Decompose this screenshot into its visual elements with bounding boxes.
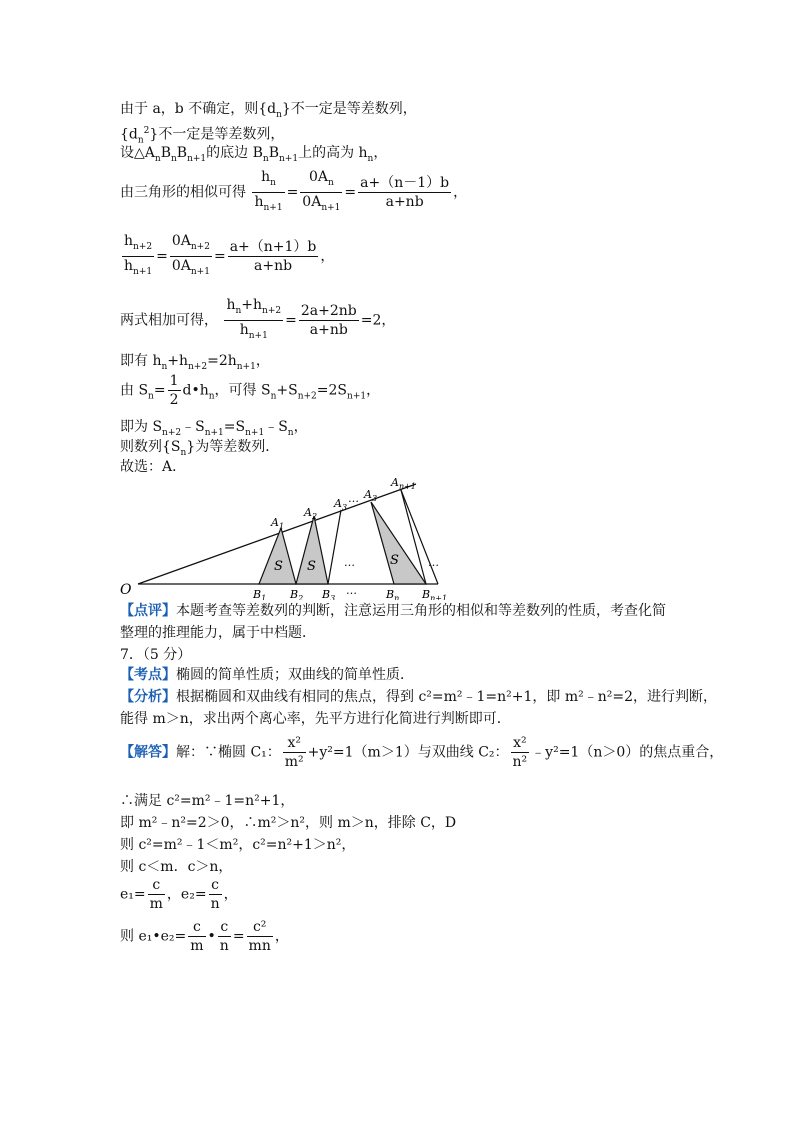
product-line: 则 e₁•e₂= $\frac{c}{m}$ • $\frac{c}{n}$ = $\frac{\text{c²}}{mn}$ ， [120,919,289,954]
fraction: $\frac{0A_{n+2}}{0A_{n+1}}$ [171,233,210,277]
fraction: $\frac{2a+2nb}{a+nb}$ [300,302,357,338]
segment-b3a3 [328,510,341,584]
triangle-1 [259,528,296,584]
fraction: $\frac{c}{n}$ [219,919,229,954]
s-label-2: S [307,559,316,574]
dots-mid: … [344,556,355,569]
label-b2: $B_2$ [290,588,304,600]
text-line-8: 由 $S_n=$ $\frac{1}{2}$ $d•h_n$，可得 $S_n+S_{n+2}=2S_{n+1}$， [120,373,381,408]
dots-bottom: … [346,584,357,597]
text-line-2: $\{d_n^2\}$不一定是等差数列， [120,126,285,146]
triangle-n [371,502,426,584]
text-line-9: 即为 $S_{n+2}﹣S_{n+1}=S_{n+1}﹣S_n$， [120,419,308,438]
label-an1: $A_{n+1}$ [391,476,416,491]
fraction: $\frac{\text{c²}}{mn}$ [248,919,271,954]
fraction: $\frac{c}{n}$ [210,877,220,912]
s-label-1: S [274,559,283,574]
fraction: $\frac{h_n}{h_{n+1}}$ [254,169,283,213]
fraction: $\frac{1}{2}$ [169,373,179,408]
eccentricity-line: e₁= $\frac{c}{m}$ ，e₂= $\frac{c}{n}$ ， [120,877,238,912]
triangle-figure [116,470,456,604]
label-a3b: $A_3$ [364,488,378,503]
jieda-line: 【解答】解：∵椭圆 C₁： $\frac{\text{x²}}{\text{m²}}$ +y²=1（m＞1）与双曲线 C₂： $\frac{\text{x²}}{\text{n²}}$ ﹣y²=1（n＞0）的焦点重合， [120,735,724,770]
dots-right: … [428,556,439,569]
text-line-7: 即有 $h_n+h_{n+2}=2h_{n+1}$， [120,353,270,372]
fraction: $\frac{c}{m}$ [149,877,163,912]
geometry-diagram [116,470,456,600]
text-line-11: 故选：A． [120,459,187,475]
comment-line-1: 【点评】本题考查等差数列的判断，注意运用三角形的相似和等差数列的性质，考查化简 [120,603,666,619]
step-line-2: 即 m²﹣n²=2＞0，∴m²＞n²，则 m＞n，排除 C，D [120,815,457,831]
text-line-3: 设$\triangle A_nB_nB_{n+1}$的底边 $B_nB_{n+1}$上的高为 $h_n$， [120,145,388,164]
step-line-3: 则 c²=m²﹣1＜m²，c²=n²+1＞n²， [120,837,356,853]
fraction: $\frac{h_n+h_{n+2}}{h_{n+1}}$ [226,297,282,341]
fenxi-line-2: 能得 m＞n，求出两个离心率，先平方进行化简进行判断即可． [120,711,511,727]
label-a3: $A_3$ [334,497,348,512]
text-line-1: 由于 a，b 不确定，则$\{d_n\}$不一定是等差数列， [120,101,417,120]
label-b3: $B_3$ [322,588,336,600]
label-a1: $A_1$ [271,516,285,531]
fraction: $\frac{a+(n-1)b}{a+nb}$ [360,174,450,210]
fraction: $\frac{\text{x²}}{\text{n²}}$ [512,735,528,770]
dots-top: … [348,492,359,505]
fraction: $\frac{\text{x²}}{\text{m²}}$ [284,735,304,770]
step-line-4: 则 c＜m．c＞n， [120,859,233,875]
comment-line-2: 整理的推理能力，属于中档题． [120,625,316,641]
s-label-3: S [390,553,399,568]
question-number: 7．（5 分） [120,647,192,663]
fenxi-line-1: 【分析】根据椭圆和双曲线有相同的焦点，得到 c²=m²﹣1=n²+1，即 m²﹣n²=2，进行判断， [120,689,718,705]
fraction: $\frac{a+(n+1)b}{a+nb}$ [229,238,317,274]
kaodian-line: 【考点】椭圆的简单性质；双曲线的简单性质． [120,667,414,683]
text-line-10: 则数列$\{S_n\}$为等差数列． [120,439,280,458]
label-b1: $B_1$ [253,588,267,600]
similarity-line: 由三角形的相似可得 $\frac{h_n}{h_{n+1}}$ = $\frac{0A_n}{0A_{n+1}}$ = $\frac{a+(n-1)b}{a+nb}$ ， [120,168,467,217]
fraction: $\frac{h_{n+2}}{h_{n+1}}$ [124,233,153,277]
label-bn1: $B_{n+1}$ [422,588,448,600]
origin-label: O [120,582,132,598]
step-line-1: ∴满足 c²=m²﹣1=n²+1， [120,793,295,809]
label-a2: $A_2$ [304,506,318,521]
label-bn: $B_n$ [386,588,400,600]
fraction: $\frac{0A_n}{0A_{n+1}}$ [302,169,341,213]
sum-line: 两式相加可得， $\frac{h_n+h_{n+2}}{h_{n+1}}$ = $\frac{2a+2nb}{a+nb}$ =2， [120,296,395,345]
similarity-line-2: $\frac{h_{n+2}}{h_{n+1}}$ = $\frac{0A_{n+2}}{0A_{n+1}}$ = $\frac{a+(n+1)b}{a+nb}$ ， [120,232,334,281]
fraction: $\frac{c}{m}$ [190,919,204,954]
